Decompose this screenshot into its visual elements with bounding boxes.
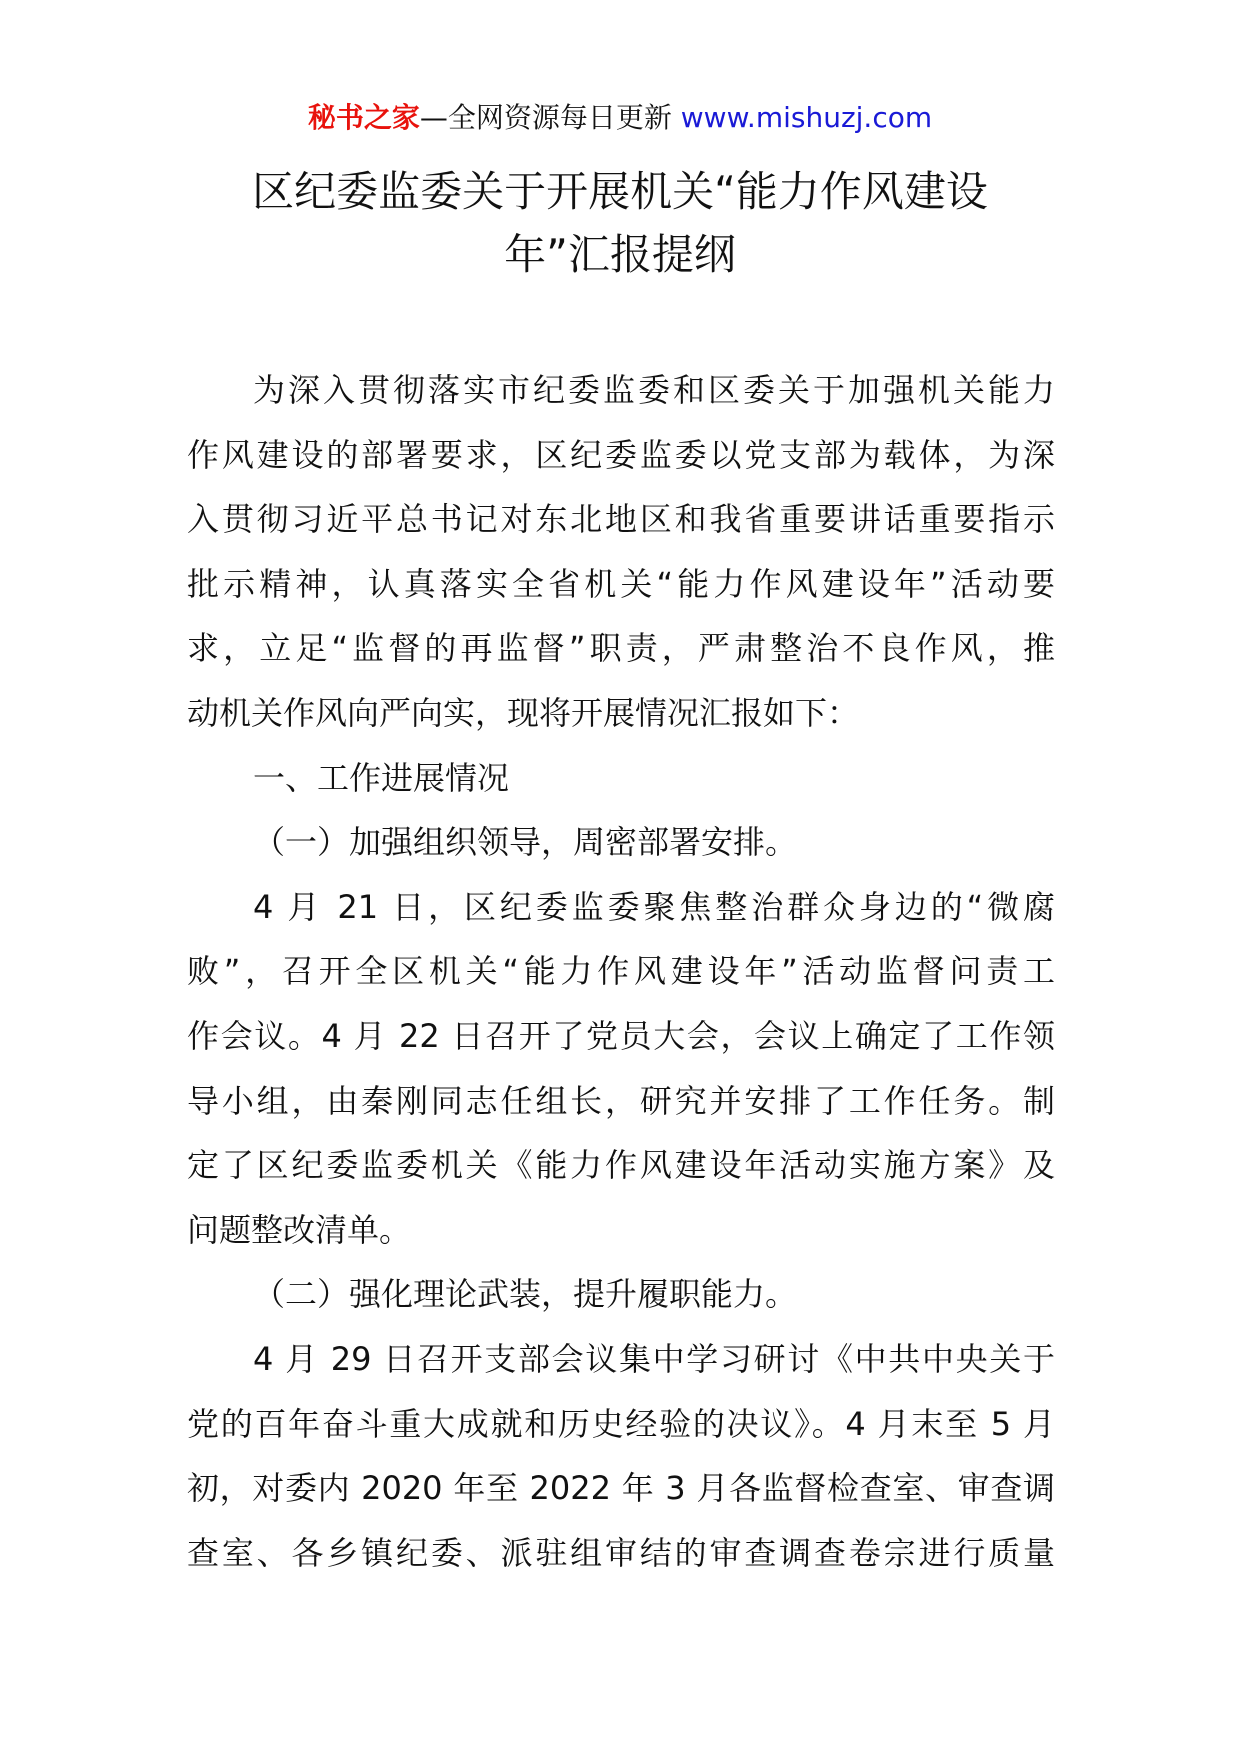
paragraph-line: 作会议。4 月 22 日召开了党员大会，会议上确定了工作领 bbox=[187, 1016, 1055, 1055]
paragraph-line: 入贯彻习近平总书记对东北地区和我省重要讲话重要指示 bbox=[187, 500, 1055, 539]
paragraph-line: 导小组，由秦刚同志任组长，研究并安排了工作任务。制 bbox=[187, 1081, 1055, 1120]
paragraph-line: 批示精神，认真落实全省机关“能力作风建设年”活动要 bbox=[187, 564, 1055, 603]
paragraph-line: 定了区纪委监委机关《能力作风建设年活动实施方案》及 bbox=[187, 1146, 1055, 1185]
section-heading: 一、工作进展情况 bbox=[253, 758, 510, 797]
paragraph-line: 4 月 29 日召开支部会议集中学习研讨《中共中央关于 bbox=[253, 1339, 1055, 1378]
paragraph-line: 初，对委内 2020 年至 2022 年 3 月各监督检查室、审查调 bbox=[187, 1469, 1055, 1508]
paragraph-line: 求，立足“监督的再监督”职责，严肃整治不良作风，推 bbox=[187, 629, 1055, 668]
paragraph-line: 败”，召开全区机关“能力作风建设年”活动监督问责工 bbox=[187, 952, 1055, 991]
subsection-heading: （二）强化理论武装，提升履职能力。 bbox=[253, 1275, 798, 1314]
header-tagline: —全网资源每日更新 bbox=[419, 101, 681, 134]
site-url-link[interactable]: www.mishuzj.com bbox=[680, 101, 933, 134]
paragraph-line: 查室、各乡镇纪委、派驻组审结的审查调查卷宗进行质量 bbox=[187, 1533, 1055, 1572]
brand-name: 秘书之家 bbox=[307, 101, 420, 134]
paragraph-line: 作风建设的部署要求，区纪委监委以党支部为载体，为深 bbox=[187, 435, 1055, 474]
paragraph-line: 党的百年奋斗重大成就和历史经验的决议》。4 月末至 5 月 bbox=[187, 1404, 1055, 1443]
title-line-2: 年”汇报提纲 bbox=[504, 230, 736, 279]
paragraph-line: 问题整改清单。 bbox=[187, 1210, 412, 1249]
paragraph-line: 为深入贯彻落实市纪委监委和区委关于加强机关能力 bbox=[253, 371, 1055, 409]
site-header bbox=[0, 98, 1240, 138]
paragraph-line: 4 月 21 日，区纪委监委聚焦整治群众身边的“微腐 bbox=[253, 887, 1055, 926]
subsection-heading: （一）加强组织领导，周密部署安排。 bbox=[253, 823, 798, 862]
title-line-1: 区纪委监委关于开展机关“能力作风建设 bbox=[252, 167, 988, 216]
paragraph-line: 动机关作风向严向实，现将开展情况汇报如下： bbox=[187, 693, 860, 732]
document-body bbox=[187, 358, 1055, 1585]
document-title bbox=[160, 160, 1080, 286]
